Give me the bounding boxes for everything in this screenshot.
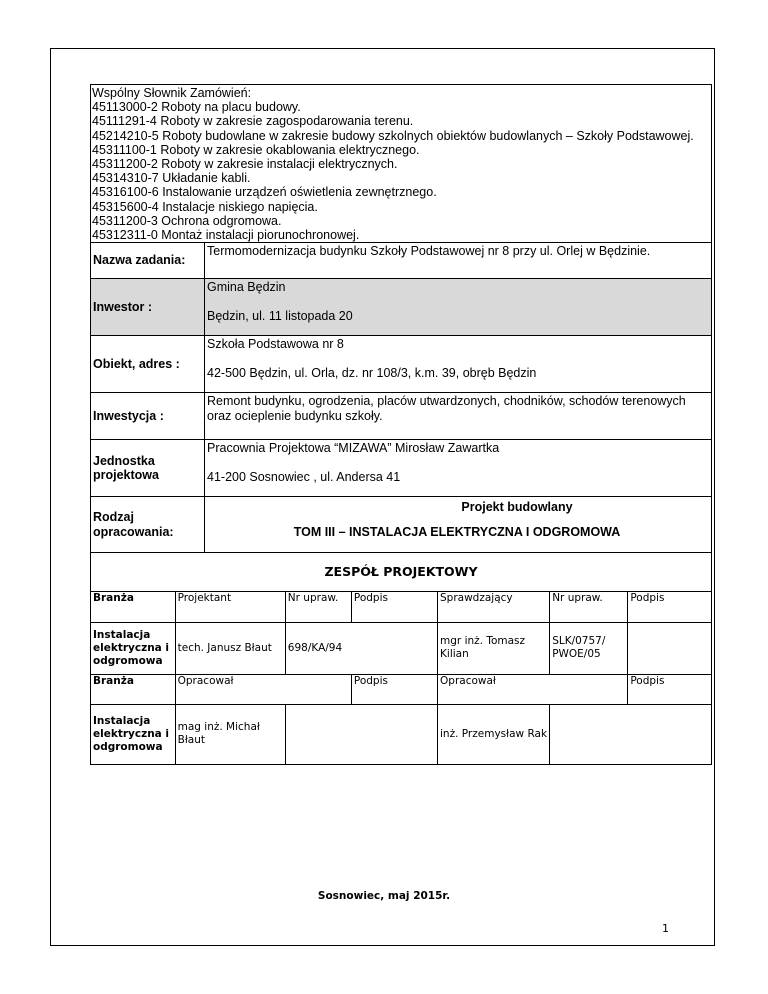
row1-branza: Instalacja elektryczna i odgromowa: [91, 622, 175, 674]
header2-opracowal-2: Opracował: [438, 674, 628, 704]
rodzaj-line2: TOM III – INSTALACJA ELEKTRYCZNA I ODGROMOWA: [293, 524, 621, 539]
inwestycja-value: Remont budynku, ogrodzenia, placów utwardzonych, chodników, schodów terenowych oraz ocieplenie budynku szkoły.: [205, 393, 712, 440]
header2-opracowal: Opracował: [175, 674, 351, 704]
cpv-line: 45311200-3 Ochrona odgromowa.: [92, 213, 282, 228]
inwestycja-label: Inwestycja :: [91, 393, 205, 440]
header2-branza: Branża: [91, 674, 175, 704]
row1-sprawdzajacy: mgr inż. Tomasz Kilian: [438, 622, 550, 674]
inwestor-address: Będzin, ul. 11 listopada 20: [207, 308, 353, 323]
jednostka-address: 41-200 Sosnowiec , ul. Andersa 41: [207, 469, 401, 484]
cpv-line: 45311100-1 Roboty w zakresie okablowania elektrycznego.: [92, 142, 420, 157]
inwestor-name: Gmina Będzin: [207, 280, 286, 295]
team-cell: [91, 592, 712, 765]
row2-opracowal: mag inż. Michał Błaut: [175, 704, 285, 764]
nazwa-value: Termomodernizacja budynku Szkoły Podstawowej nr 8 przy ul. Orlej w Będzinie.: [205, 243, 712, 279]
inwestor-value: [205, 279, 712, 336]
obiekt-label: Obiekt, adres :: [91, 336, 205, 393]
header-podpis-2: Podpis: [628, 592, 711, 622]
inwestycja-row: [91, 393, 712, 440]
cpv-line: 45311200-2 Roboty w zakresie instalacji elektrycznych.: [92, 157, 398, 172]
rodzaj-line1: Projekt budowlany: [461, 500, 573, 515]
header2-podpis: Podpis: [351, 674, 437, 704]
jednostka-value: [205, 440, 712, 497]
header-podpis: Podpis: [351, 592, 437, 622]
page-number: 1: [662, 922, 669, 935]
footer-place-date: Sosnowiec, maj 2015r.: [317, 890, 451, 902]
obiekt-row: [91, 336, 712, 393]
row1-podpis-2: [628, 622, 711, 674]
cpv-heading: Wspólny Słownik Zamówień:: [92, 86, 252, 100]
row2-branza: Instalacja elektryczna i odgromowa: [91, 704, 175, 764]
header-projektant: Projektant: [175, 592, 285, 622]
cpv-line: 45316100-6 Instalowanie urządzeń oświetlenia zewnętrznego.: [92, 185, 437, 200]
jednostka-label: Jednostka projektowa: [91, 440, 205, 497]
cpv-line: 45113000-2 Roboty na placu budowy.: [92, 100, 301, 115]
cpv-line: 45314310-7 Układanie kabli.: [92, 171, 251, 186]
header2-podpis-2: Podpis: [628, 674, 711, 704]
obiekt-name: Szkoła Podstawowa nr 8: [207, 337, 344, 352]
jednostka-name: Pracownia Projektowa “MIZAWA” Mirosław Zawartka: [207, 441, 500, 456]
cpv-row: [91, 85, 712, 243]
header-nr-upraw-2: Nr upraw.: [550, 592, 628, 622]
team-header-row-2: [91, 674, 711, 704]
cpv-line: 45111291-4 Roboty w zakresie zagospodarowania terenu.: [92, 114, 414, 129]
team-row-2: [91, 704, 711, 764]
obiekt-value: [205, 336, 712, 393]
team-row: [91, 592, 712, 765]
team-title: ZESPÓŁ PROJEKTOWY: [91, 553, 712, 592]
obiekt-address: 42-500 Będzin, ul. Orla, dz. nr 108/3, k.m. 39, obręb Będzin: [207, 365, 537, 380]
inwestor-row: [91, 279, 712, 336]
row1-nr-upraw-2: SLK/0757/ PWOE/05: [550, 622, 628, 674]
title-page-table: [90, 84, 712, 765]
cpv-codes: [91, 85, 712, 243]
rodzaj-value: [205, 497, 712, 553]
nazwa-label: Nazwa zadania:: [91, 243, 205, 279]
team-row-1: [91, 622, 711, 674]
rodzaj-label: Rodzaj opracowania:: [91, 497, 205, 553]
cpv-line: 45315600-4 Instalacje niskiego napięcia.: [92, 199, 318, 214]
row2-podpis-2: [550, 704, 711, 764]
row2-opracowal-2: inż. Przemysław Rak: [438, 704, 550, 764]
nazwa-row: [91, 243, 712, 279]
header-nr-upraw: Nr upraw.: [285, 592, 351, 622]
team-title-row: [91, 553, 712, 592]
cpv-line: 45312311-0 Montaż instalacji piorunochronowej.: [92, 228, 360, 243]
row1-nr-upraw: 698/KA/94: [285, 622, 437, 674]
team-header-row: [91, 592, 711, 622]
team-table: [91, 592, 711, 764]
row1-projektant: tech. Janusz Błaut: [175, 622, 285, 674]
inwestor-label: Inwestor :: [91, 279, 205, 336]
header-sprawdzajacy: Sprawdzający: [438, 592, 550, 622]
header-branza: Branża: [91, 592, 175, 622]
row2-podpis: [285, 704, 437, 764]
jednostka-row: [91, 440, 712, 497]
rodzaj-row: [91, 497, 712, 553]
cpv-line: 45214210-5 Roboty budowlane w zakresie budowy szkolnych obiektów budowlanych – Szkoły Podstawowej.: [92, 128, 694, 143]
